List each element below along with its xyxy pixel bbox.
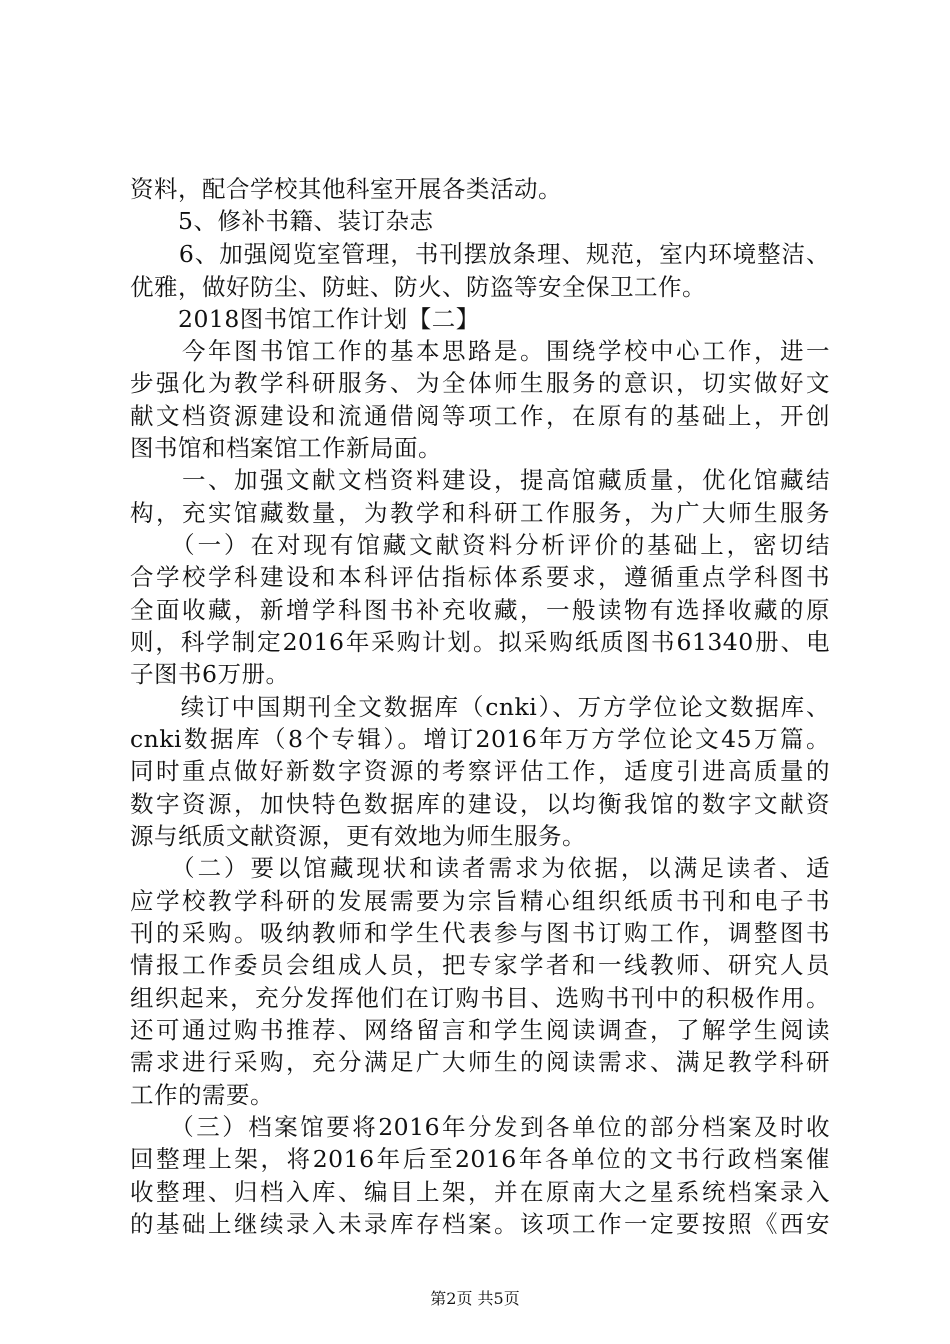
text-line: 全面收藏，新增学科图书补充收藏，一般读物有选择收藏的原 xyxy=(130,596,830,624)
text-line: 今年图书馆工作的基本思路是。围绕学校中心工作，进一 xyxy=(130,337,830,365)
text-line: 献文档资源建设和流通借阅等项工作，在原有的基础上，开创 xyxy=(130,402,830,430)
text-line: 回整理上架，将2016年后至2016年各单位的文书行政档案催 xyxy=(130,1145,830,1173)
text-line: 6、加强阅览室管理，书刊摆放条理、规范，室内环境整洁、 xyxy=(130,240,830,268)
section-heading: 2018图书馆工作计划【二】 xyxy=(130,305,480,333)
text-line: （二）要以馆藏现状和读者需求为依据，以满足读者、适 xyxy=(130,854,830,882)
text-line: 合学校学科建设和本科评估指标体系要求，遵循重点学科图书 xyxy=(130,563,830,591)
page-footer: 第2页 共5页 xyxy=(430,1289,520,1308)
text-line: 组织起来，充分发挥他们在订购书目、选购书刊中的积极作用。 xyxy=(130,984,830,1012)
text-line: 续订中国期刊全文数据库（cnki）、万方学位论文数据库、 xyxy=(130,693,830,721)
text-line: 则，科学制定2016年采购计划。拟采购纸质图书61340册、电 xyxy=(130,628,830,656)
text-line: 构，充实馆藏数量，为教学和科研工作服务，为广大师生服务 xyxy=(130,499,830,527)
text-line: 图书馆和档案馆工作新局面。 xyxy=(130,434,442,462)
text-line: 的基础上继续录入未录库存档案。该项工作一定要按照《西安 xyxy=(130,1210,830,1238)
text-line: 一、加强文献文档资料建设，提高馆藏质量，优化馆藏结 xyxy=(130,466,830,494)
text-line: 刊的采购。吸纳教师和学生代表参与图书订购工作，调整图书 xyxy=(130,919,830,947)
text-line: 应学校教学科研的发展需要为宗旨精心组织纸质书刊和电子书 xyxy=(130,887,830,915)
text-line: 子图书6万册。 xyxy=(130,660,290,688)
text-line: （三）档案馆要将2016年分发到各单位的部分档案及时收 xyxy=(130,1113,830,1141)
text-line: （一）在对现有馆藏文献资料分析评价的基础上，密切结 xyxy=(130,531,830,559)
text-line: 资料，配合学校其他科室开展各类活动。 xyxy=(130,175,562,203)
text-line: 步强化为教学科研服务、为全体师生服务的意识，切实做好文 xyxy=(130,369,830,397)
text-line: 工作的需要。 xyxy=(130,1081,274,1109)
text-line: 数字资源，加快特色数据库的建设，以均衡我馆的数字文献资 xyxy=(130,790,830,818)
text-line: 需求进行采购，充分满足广大师生的阅读需求、满足教学科研 xyxy=(130,1048,830,1076)
text-line: 5、修补书籍、装订杂志 xyxy=(130,207,434,235)
text-line: 情报工作委员会组成人员，把专家学者和一线教师、研究人员 xyxy=(130,951,830,979)
text-line: 源与纸质文献资源，更有效地为师生服务。 xyxy=(130,822,586,850)
text-line: 优雅，做好防尘、防蛀、防火、防盗等安全保卫工作。 xyxy=(130,273,706,301)
text-line: cnki数据库（8个专辑）。增订2016年万方学位论文45万篇。 xyxy=(130,725,830,753)
text-line: 同时重点做好新数字资源的考察评估工作，适度引进高质量的 xyxy=(130,757,830,785)
text-line: 还可通过购书推荐、网络留言和学生阅读调查，了解学生阅读 xyxy=(130,1016,830,1044)
text-line: 收整理、归档入库、编目上架，并在原南大之星系统档案录入 xyxy=(130,1178,830,1206)
